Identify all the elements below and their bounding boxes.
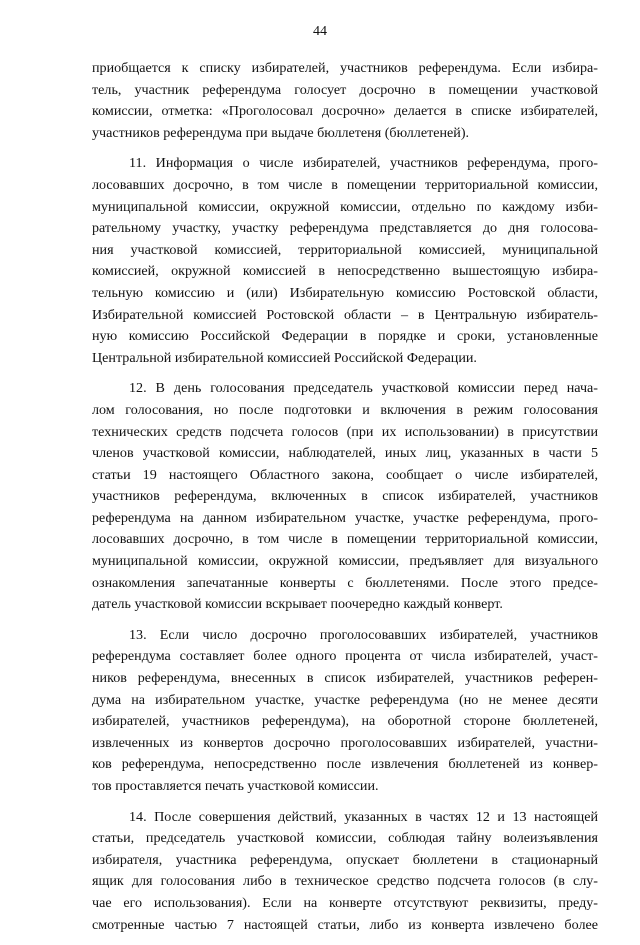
text-line: чае его использования). Если на конверте отсутствуют реквизиты, преду-: [92, 894, 598, 911]
text-line: 11. Информация о числе избирателей, участников референдума, прого-: [129, 155, 598, 172]
text-line: лосовавших досрочно, в том числе в помещении территориальной комиссии,: [92, 531, 598, 548]
paragraph-11: [92, 153, 598, 369]
text-line: муниципальной комиссии, окружной комиссии, предъявляет для визуального: [92, 553, 598, 570]
text-line: смотренные частью 7 настоящей статьи, либо из конверта извлечено более: [92, 916, 598, 933]
text-line: референдума на данном избирательном участке, участке референдума, прого-: [92, 509, 598, 526]
paragraph-continuation: [92, 58, 598, 144]
text-line: лосовавших досрочно, в том числе в помещении территориальной комиссии,: [92, 176, 598, 193]
text-line: Избирательной комиссией Ростовской области – в Центральную избиратель-: [92, 306, 598, 323]
text-line: избирателя, участника референдума, опускает бюллетени в стационарный: [92, 851, 598, 868]
paragraph-14: [92, 807, 598, 937]
text-line: 14. После совершения действий, указанных в частях 12 и 13 настоящей: [129, 808, 598, 825]
text-line: тель, участник референдума голосует досрочно в помещении участковой: [92, 81, 598, 98]
text-line: ников референдума, внесенных в список избирателей, участников референ-: [92, 670, 598, 687]
text-line: ную комиссию Российской Федерации в порядке и сроки, установленные: [92, 328, 598, 345]
paragraph-13: [92, 625, 598, 798]
text-line: ящик для голосования либо в техническое средство подсчета голосов (в слу-: [92, 873, 598, 890]
text-line: членов участковой комиссии, наблюдателей, иных лиц, указанных в части 5: [92, 445, 598, 462]
paragraph-12: [92, 378, 598, 616]
text-line: датель участковой комиссии вскрывает поочередно каждый конверт.: [92, 596, 503, 613]
document-body: [92, 58, 598, 945]
text-line: приобщается к списку избирателей, участников референдума. Если избира-: [92, 60, 598, 76]
text-line: участников референдума, включенных в список избирателей, участников: [92, 488, 598, 505]
text-line: ознакомления запечатанные конверты с бюллетенями. После этого предсе-: [92, 574, 598, 591]
text-line: комиссии, отметка: «Проголосовал досрочно» делается в списке избирателей,: [92, 103, 598, 120]
text-line: референдума составляет более одного процента от числа избирателей, участ-: [92, 648, 598, 665]
text-line: статьи 19 настоящего Областного закона, сообщает о числе избирателей,: [92, 466, 598, 483]
text-line: рательному участку, участку референдума представляется до дня голосова-: [92, 220, 598, 237]
text-line: дума на избирательном участке, участке референдума (но не менее десяти: [92, 691, 598, 708]
text-line: тельную комиссию и (или) Избирательную комиссию Ростовской области,: [92, 284, 598, 301]
text-line: муниципальной комиссии, окружной комиссии, отдельно по каждому изби-: [92, 198, 598, 215]
text-line: 13. Если число досрочно проголосовавших избирателей, участников: [129, 626, 598, 643]
text-line: комиссией, окружной комиссией в непосредственно вышестоящую избира-: [92, 263, 598, 280]
text-line: избирателей, участников референдума), на оборотной стороне бюллетеней,: [92, 713, 598, 730]
text-line: лом голосования, но после подготовки и включения в режим голосования: [92, 401, 598, 418]
text-line: Центральной избирательной комиссией Российской Федерации.: [92, 349, 477, 366]
text-line: статьи, председатель участковой комиссии, соблюдая тайну волеизъявления: [92, 830, 598, 847]
page-number: 44: [313, 24, 327, 39]
text-line: тов проставляется печать участковой комиссии.: [92, 778, 379, 794]
text-line: ния участковой комиссией, территориальной комиссией, муниципальной: [92, 241, 598, 258]
text-line: извлеченных из конвертов досрочно проголосовавших избирателей, участни-: [92, 734, 598, 751]
text-line: ков референдума, непосредственно после извлечения бюллетеней из конвер-: [92, 756, 598, 773]
text-line: участников референдума при выдаче бюллетеня (бюллетеней).: [92, 124, 470, 141]
text-line: 12. В день голосования председатель участковой комиссии перед нача-: [129, 380, 598, 397]
text-line: технических средств подсчета голосов (при их использовании) в присутствии: [92, 423, 598, 440]
